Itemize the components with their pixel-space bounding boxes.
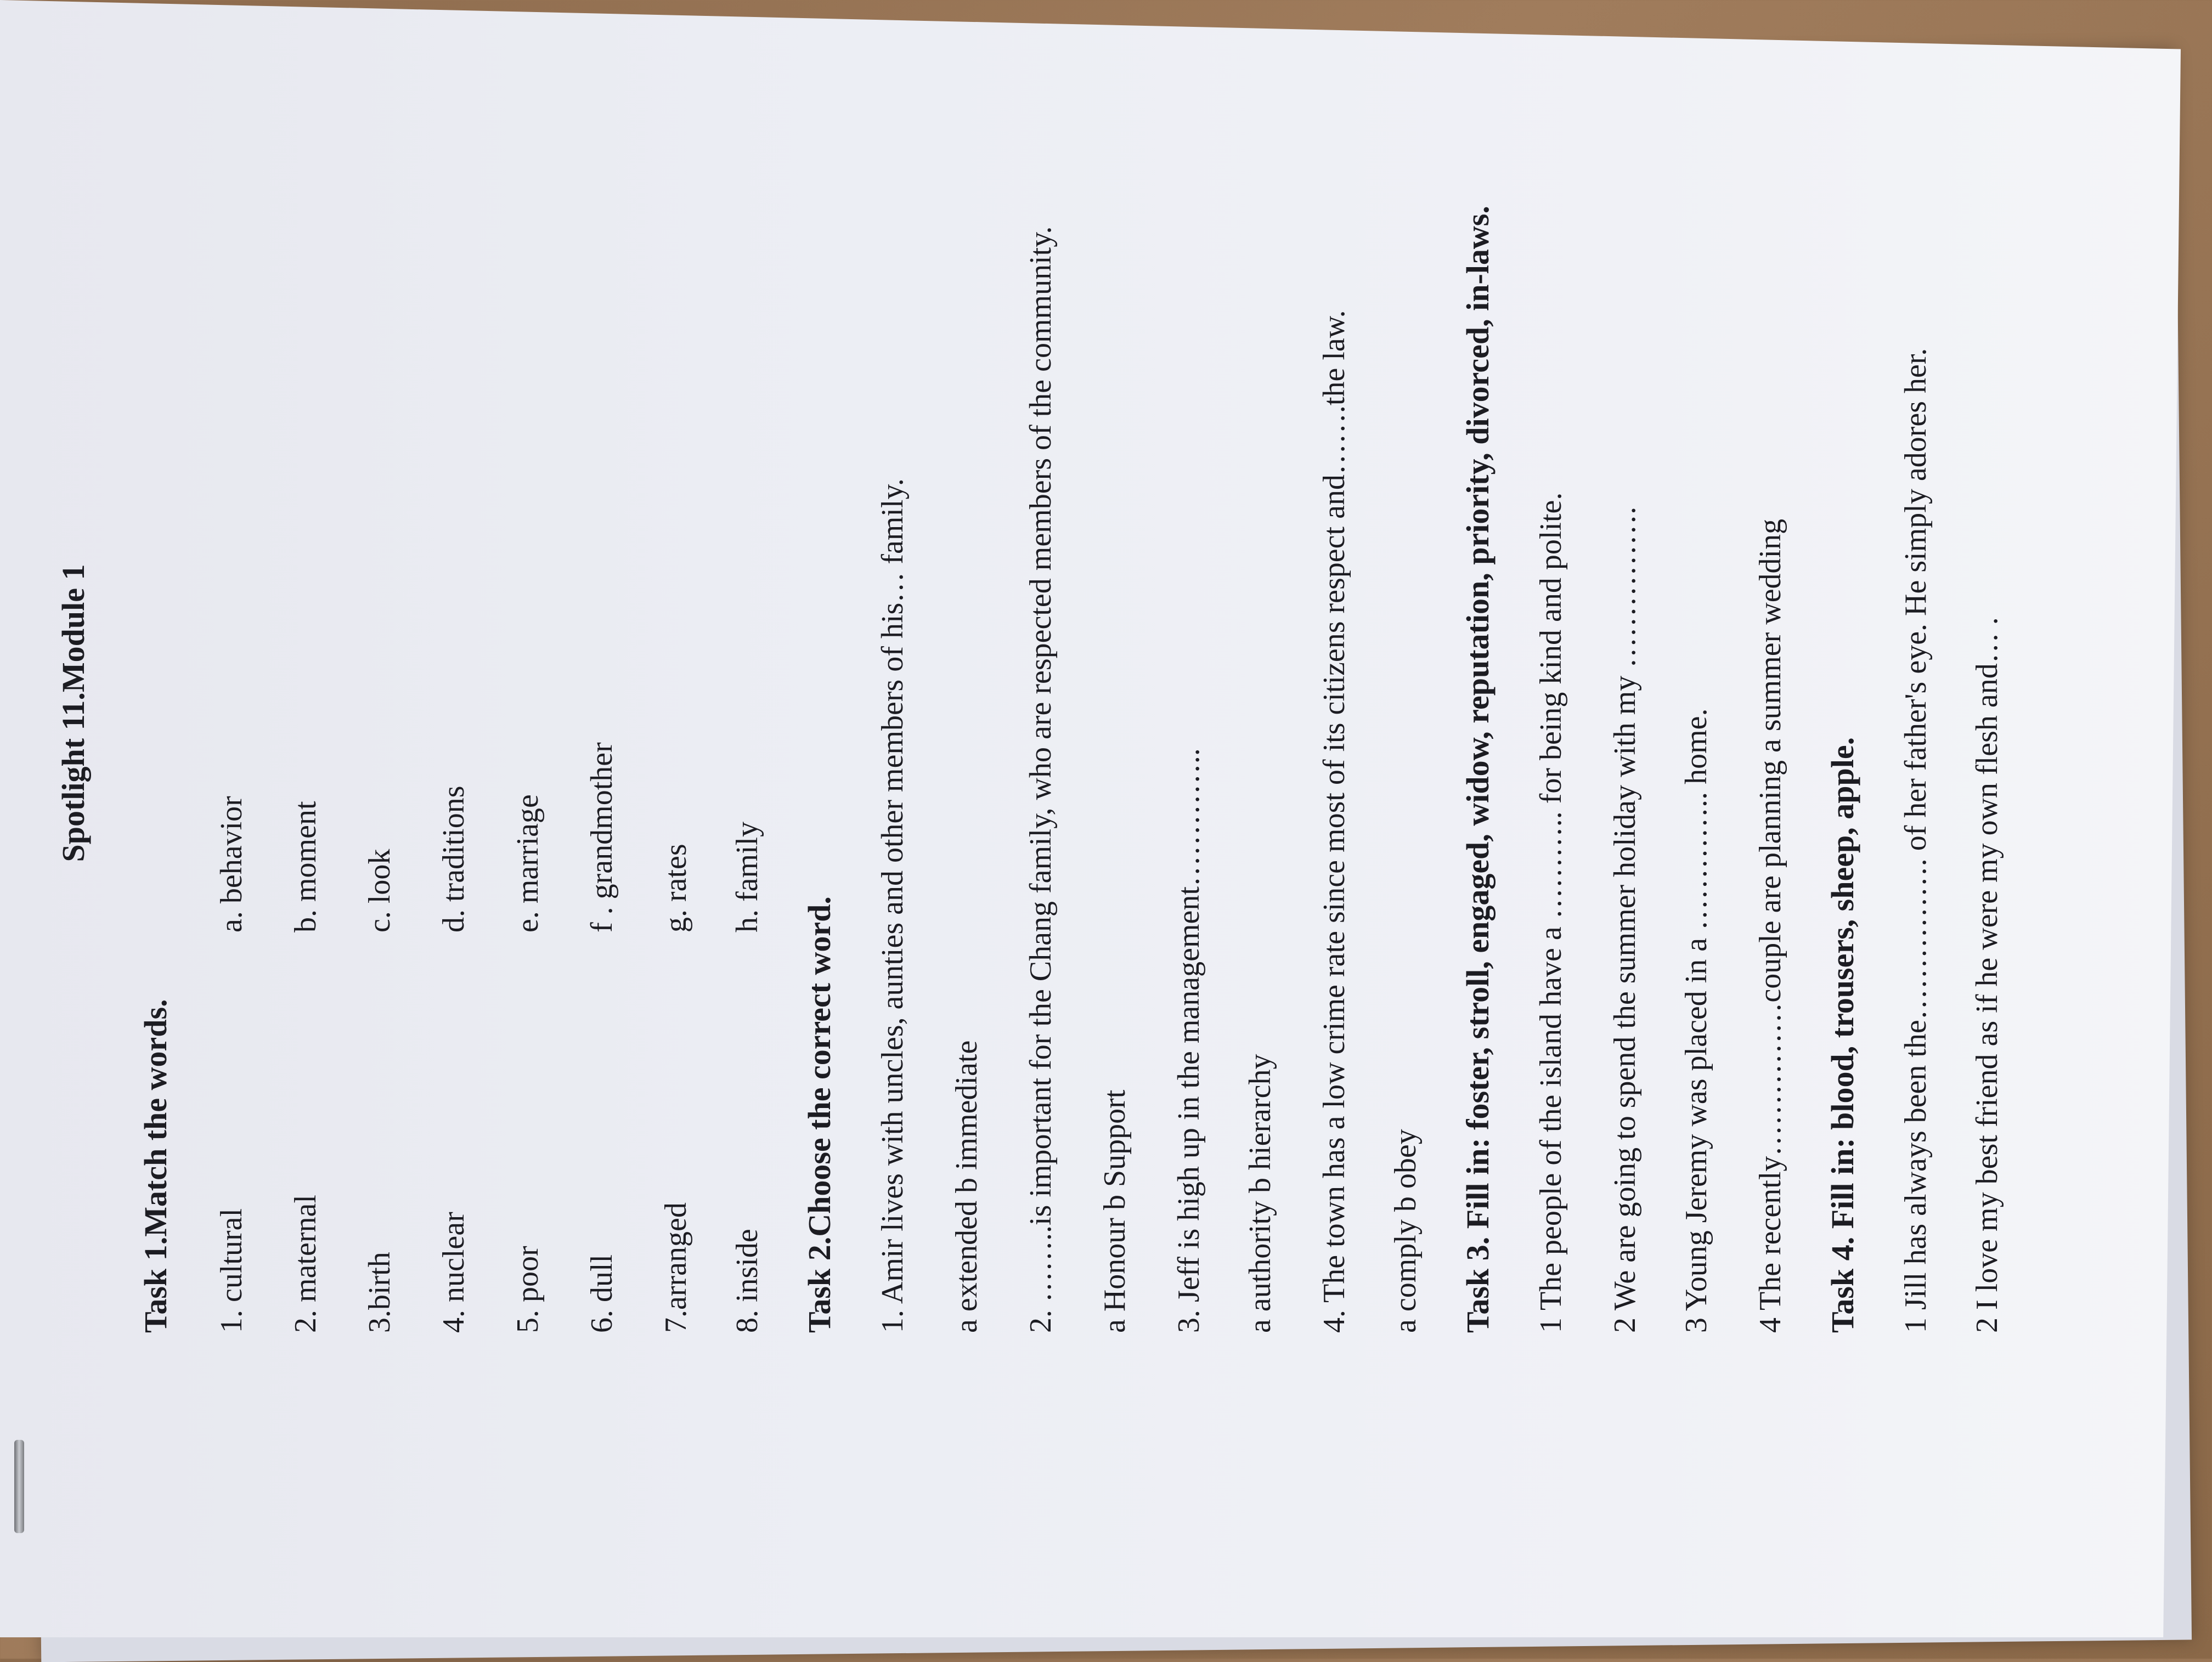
match-right-item: a. behavior	[215, 796, 249, 932]
task2-question: 1. Amir lives with uncles, aunties and other members of his… family.	[876, 478, 910, 1333]
task2-question: 3. Jeff is high up in the management…………..	[1172, 748, 1206, 1333]
match-right-item: c. look	[363, 849, 397, 932]
match-right-item: b. moment	[289, 801, 323, 932]
match-right-item: d. traditions	[437, 785, 471, 932]
task3-sentence: 2 We are going to spend the summer holiday with my …………….	[1608, 506, 1642, 1333]
task2-options: a authority b hierarchy	[1243, 1054, 1277, 1333]
match-left-item: 8. inside	[730, 1229, 764, 1333]
match-right-item: e. marriage	[511, 794, 545, 932]
task2-question: 2. ……..is important for the Chang family, who are respected members of the community.	[1024, 226, 1058, 1333]
worksheet-content	[33, 0, 2118, 1426]
task3-sentence: 1 The people of the island have a ……….. for being kind and polite.	[1534, 492, 1568, 1333]
task4-heading: Task 4. Fill in: blood, trousers, sheep, apple.	[1825, 737, 1860, 1333]
task2-options: a extended b immediate	[950, 1040, 984, 1333]
task4-sentence: 1 Jill has always been the……………. of her father's eye. He simply adores her.	[1899, 348, 1933, 1333]
task3-sentence: 4 The recently……………couple are planning a summer wedding	[1753, 518, 1787, 1333]
match-left-item: 5. poor	[511, 1246, 545, 1333]
task2-heading: Task 2.Choose the correct word.	[802, 896, 837, 1333]
task3-heading: Task 3. Fill in: foster, stroll, engaged, widow, reputation, priority, divorced, in-laws.	[1460, 206, 1496, 1333]
task4-sentence: 2 I love my best friend as if he were my own flesh and… .	[1970, 617, 2004, 1333]
staple	[14, 1440, 24, 1533]
match-left-item: 7.arranged	[659, 1202, 693, 1333]
match-right-item: g. rates	[659, 844, 693, 932]
task2-options: a comply b obey	[1389, 1129, 1423, 1333]
task1-heading: Task 1.Match the words.	[138, 999, 173, 1333]
match-left-item: 2. maternal	[289, 1195, 323, 1333]
task2-question: 4. The town has a low crime rate since most of its citizens respect and…….the law.	[1317, 310, 1351, 1333]
match-left-item: 6. dull	[585, 1254, 619, 1333]
match-left-item: 4. nuclear	[437, 1212, 471, 1333]
task3-sentence: 3 Young Jeremy was placed in a ………….. home.	[1679, 708, 1713, 1333]
worksheet-title: Spotlight 11.Module 1	[55, 564, 91, 862]
match-right-item: h. family	[730, 821, 764, 932]
match-left-item: 3.birth	[363, 1252, 397, 1333]
match-right-item: f . grandmother	[585, 742, 619, 932]
match-left-item: 1. cultural	[215, 1208, 249, 1333]
task2-options: a Honour b Support	[1098, 1089, 1132, 1333]
